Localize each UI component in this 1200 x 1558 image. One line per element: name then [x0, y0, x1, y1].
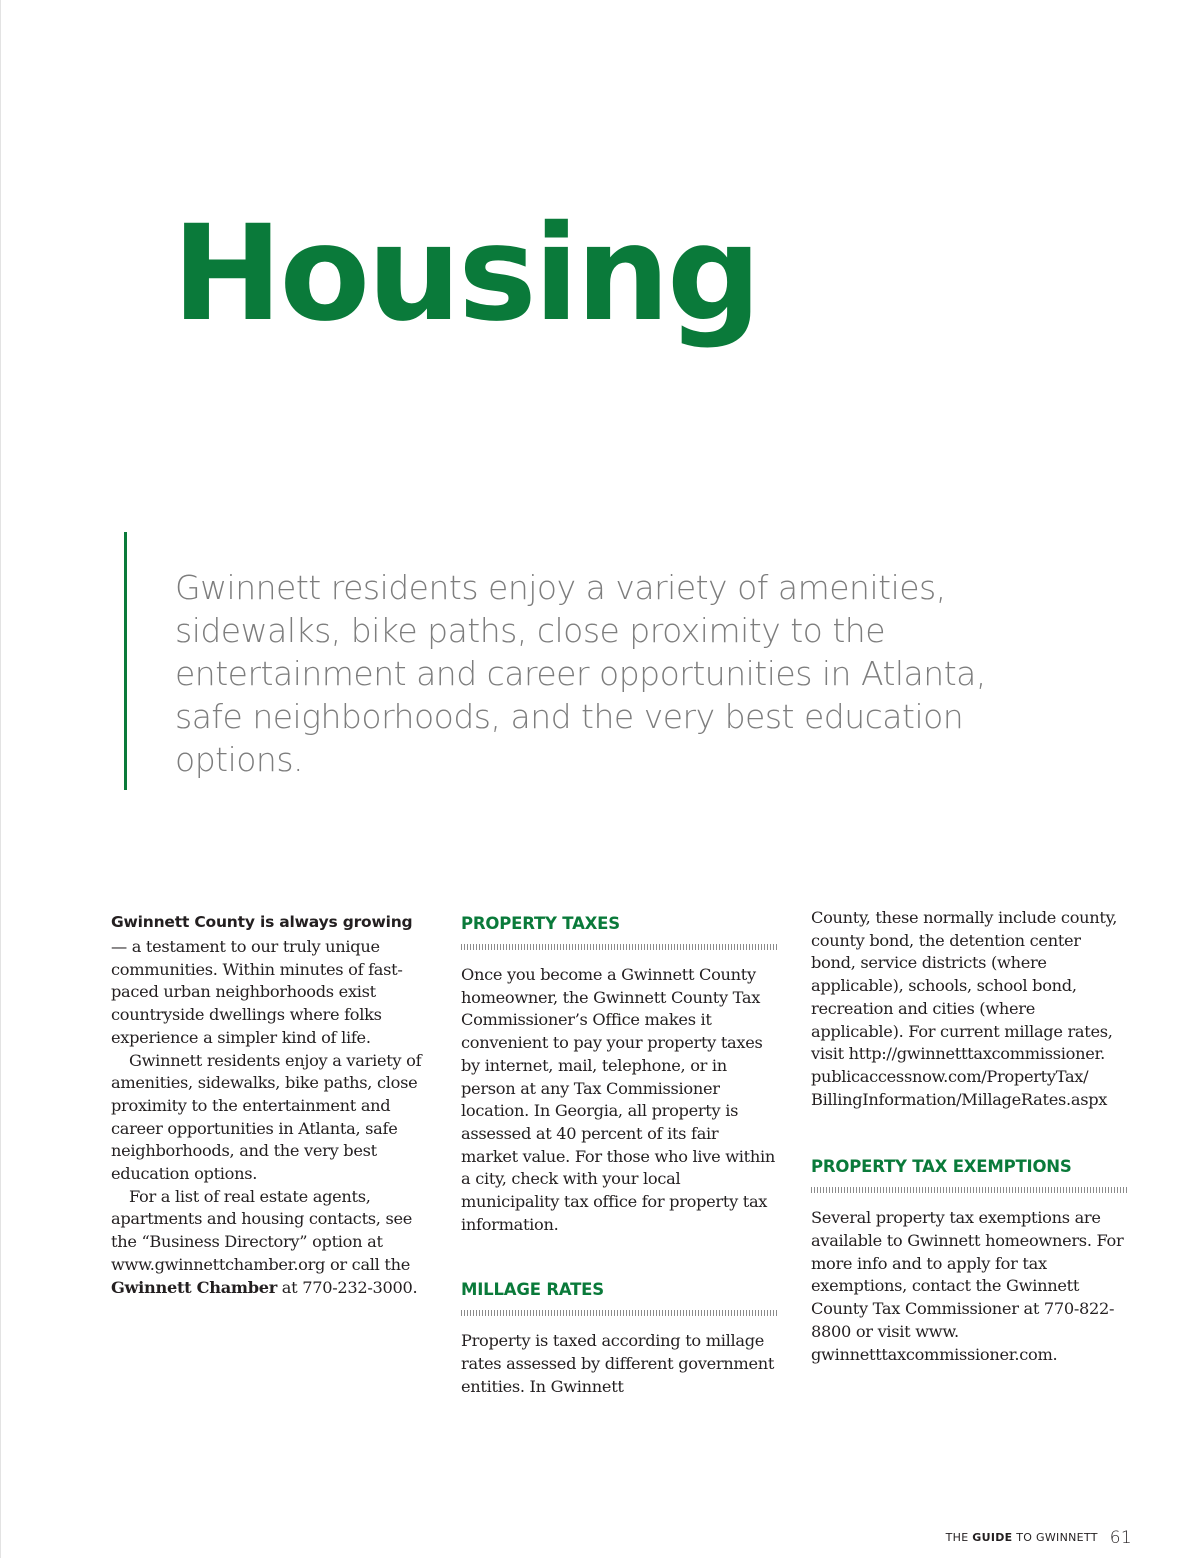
tax-exemptions-text: Several property tax exemptions are available to Gwinnett homeowners. For more info and to apply for tax exemptions, contact the Gwinnett County Tax Commissioner at 770-822-8800 or visit www. gwinnetttaxcommissioner.com.	[811, 1208, 1124, 1364]
page-edge	[0, 0, 1, 1558]
millage-rates-heading: MILLAGE RATES	[461, 1280, 604, 1300]
page-number: 61	[1109, 1528, 1132, 1548]
column-3	[811, 907, 1127, 1366]
chamber-name: Gwinnett Chamber	[111, 1277, 277, 1297]
property-taxes-heading: PROPERTY TAXES	[461, 914, 620, 933]
pull-quote-bar	[124, 532, 127, 790]
lead-in: Gwinnett County is always growing	[111, 913, 413, 931]
column-2	[461, 908, 777, 1399]
contacts-text: For a list of real estate agents, apartments and housing contacts, see the “Business Directory” option at www.gwinnettchamber.org or call the	[111, 1186, 413, 1274]
millage-rates-continued: County, these normally include county, county bond, the detention center bond, service districts (where applicable), schools, school bond, recreation and cities (where applicable). For current millage rates, visit http://gwinnetttaxcommissioner. publicaccessnow.com/PropertyTax/ BillingInformation/MillageRates.aspx	[811, 908, 1118, 1109]
intro-paragraph	[111, 908, 427, 1050]
column-1	[111, 908, 427, 1299]
chamber-phone: at 770-232-3000.	[276, 1277, 418, 1297]
amenities-paragraph: Gwinnett residents enjoy a variety of amenities, sidewalks, bike paths, close proximity to the entertainment and career opportunities in Atlanta, safe neighborhoods, and the very best education options.	[111, 1050, 422, 1184]
tax-exemptions-heading: PROPERTY TAX EXEMPTIONS	[811, 1157, 1072, 1177]
contacts-paragraph	[111, 1186, 427, 1300]
spacer	[461, 1236, 777, 1274]
millage-rates-text: Property is taxed according to millage rates assessed by different government entities. In Gwinnett	[461, 1331, 775, 1396]
section-rule	[461, 1310, 777, 1316]
intro-text: — a testament to our truly unique communities. Within minutes of fast-paced urban neighborhoods exist countryside dwellings where folks experience a simpler kind of life.	[111, 937, 403, 1047]
footer-publication: TO GWINNETT	[1012, 1531, 1098, 1544]
page-footer	[946, 1528, 1132, 1548]
pull-quote: Gwinnett residents enjoy a variety of amenities, sidewalks, bike paths, close proximity to the entertainment and career opportunities in Atlanta, safe neighborhoods, and the very best education options.	[175, 568, 986, 779]
page-title: Housing	[172, 197, 759, 351]
section-rule	[461, 944, 777, 950]
spacer	[811, 1111, 1127, 1151]
footer-the: THE	[945, 1531, 973, 1544]
footer-guide: GUIDE	[972, 1531, 1013, 1544]
section-rule	[811, 1187, 1127, 1193]
property-taxes-text: Once you become a Gwinnett County homeowner, the Gwinnett County Tax Commissioner’s Office makes it convenient to pay your property taxes by internet, mail, telephone, or in person at any Tax Commissioner location. In Georgia, all property is assessed at 40 percent of its fair market value. For those who live within a city, check with your local municipality tax office for property tax information.	[461, 965, 775, 1234]
